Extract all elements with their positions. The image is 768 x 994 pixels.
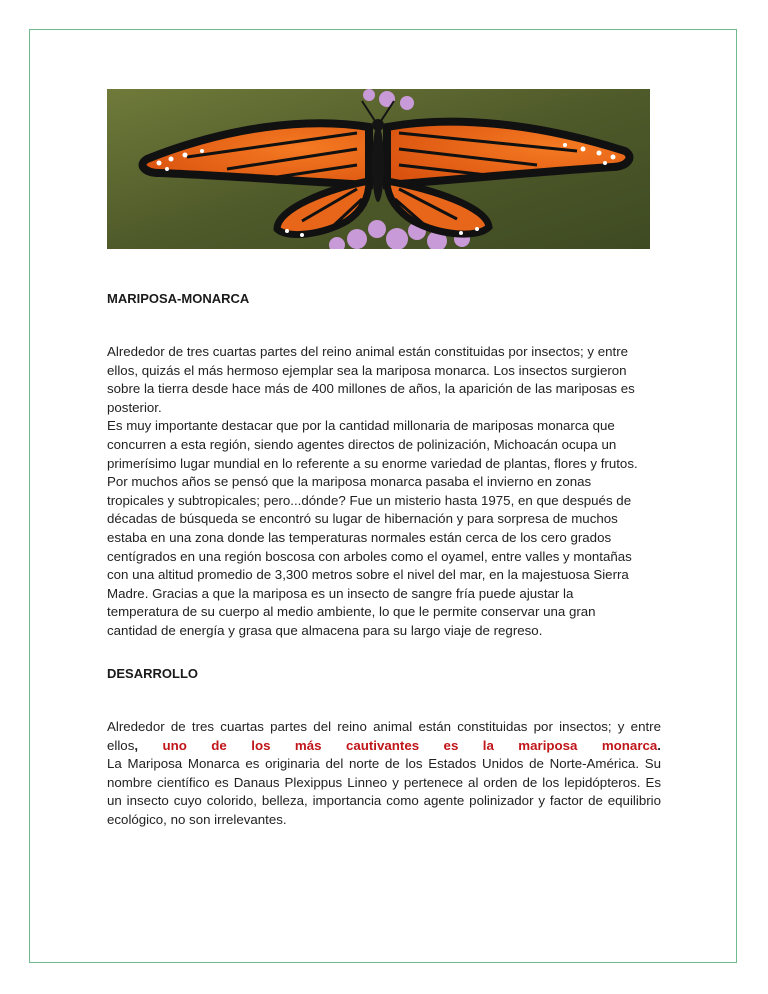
paragraph-word: ellos — [107, 737, 135, 753]
paragraph-line: ellos, quizás el más hermoso ejemplar sea la mariposa monarca. Los insectos surgieron — [107, 362, 627, 378]
section-title-mariposa-monarca: MARIPOSA-MONARCA — [107, 291, 250, 306]
paragraph-line: Por muchos años se pensó que la mariposa monarca pasaba el invierno en zonas — [107, 474, 592, 490]
paragraph-rest: La Mariposa Monarca es originaria del norte de los Estados Unidos de Norte-América. Su nombre científico es Danaus Plexippus Linneo y pertenece al orden de los lepidópteros. Es un insecto cuyo colorido, belleza, importancia como agente polinizador y factor de equilibrio ecológico, no son irrelevantes. — [107, 756, 661, 827]
paragraph-line: sobre la tierra desde hace más de 400 millones de años, la aparición de las mariposas es — [107, 381, 635, 397]
paragraph-line: primerísimo lugar mundial en lo referente a su enorme variedad de plantas, flores y frutos. — [107, 455, 638, 471]
paragraph-line: temperatura de su cuerpo al medio ambiente, lo que le permite conservar una gran — [107, 604, 596, 620]
section-title-desarrollo: DESARROLLO — [107, 666, 198, 681]
paragraph-line: Es muy importante destacar que por la cantidad millonaria de mariposas monarca que — [107, 418, 615, 434]
paragraph-line: cantidad de energía y grasa que almacena para su largo viaje de regreso. — [107, 622, 543, 638]
monarch-butterfly-photo — [107, 89, 650, 249]
intro-paragraph — [107, 343, 667, 641]
desarrollo-paragraph — [107, 718, 661, 830]
paragraph-line: concurren a esta región, siendo agentes directos de polinización, Michoacán ocupa un — [107, 436, 617, 452]
highlighted-phrase: uno de los más cautivantes es la mariposa monarca — [162, 737, 658, 753]
paragraph-period: . — [657, 737, 661, 753]
paragraph-line: Madre. Gracias a que la mariposa es un insecto de sangre fría puede ajustar la — [107, 585, 574, 601]
paragraph-line: posterior. — [107, 399, 162, 415]
paragraph-line: centígrados en una región boscosa con arboles como el oyamel, entre valles y montañas — [107, 548, 632, 564]
paragraph-comma: , — [134, 737, 139, 753]
paragraph-line: Alrededor de tres cuartas partes del reino animal están constituidas por insectos; y entre — [107, 344, 629, 359]
paragraph-line-highlight — [107, 737, 661, 756]
paragraph-line: tropicales y subtropicales; pero...dónde? Fue un misterio hasta 1975, en que después de — [107, 492, 632, 508]
paragraph-line: Alrededor de tres cuartas partes del reino animal están constituidas por insectos; y entre — [107, 719, 661, 734]
paragraph-line: décadas de búsqueda se encontró su lugar de hibernación y para sorpresa de muchos — [107, 511, 618, 527]
butterfly-illustration — [107, 89, 650, 249]
paragraph-line: estaba en una zona donde las temperaturas normales están cerca de los cero grados — [107, 529, 612, 545]
paragraph-line: con una altitud promedio de 3,300 metros sobre el nivel del mar, en la majestuosa Sierra — [107, 567, 629, 583]
